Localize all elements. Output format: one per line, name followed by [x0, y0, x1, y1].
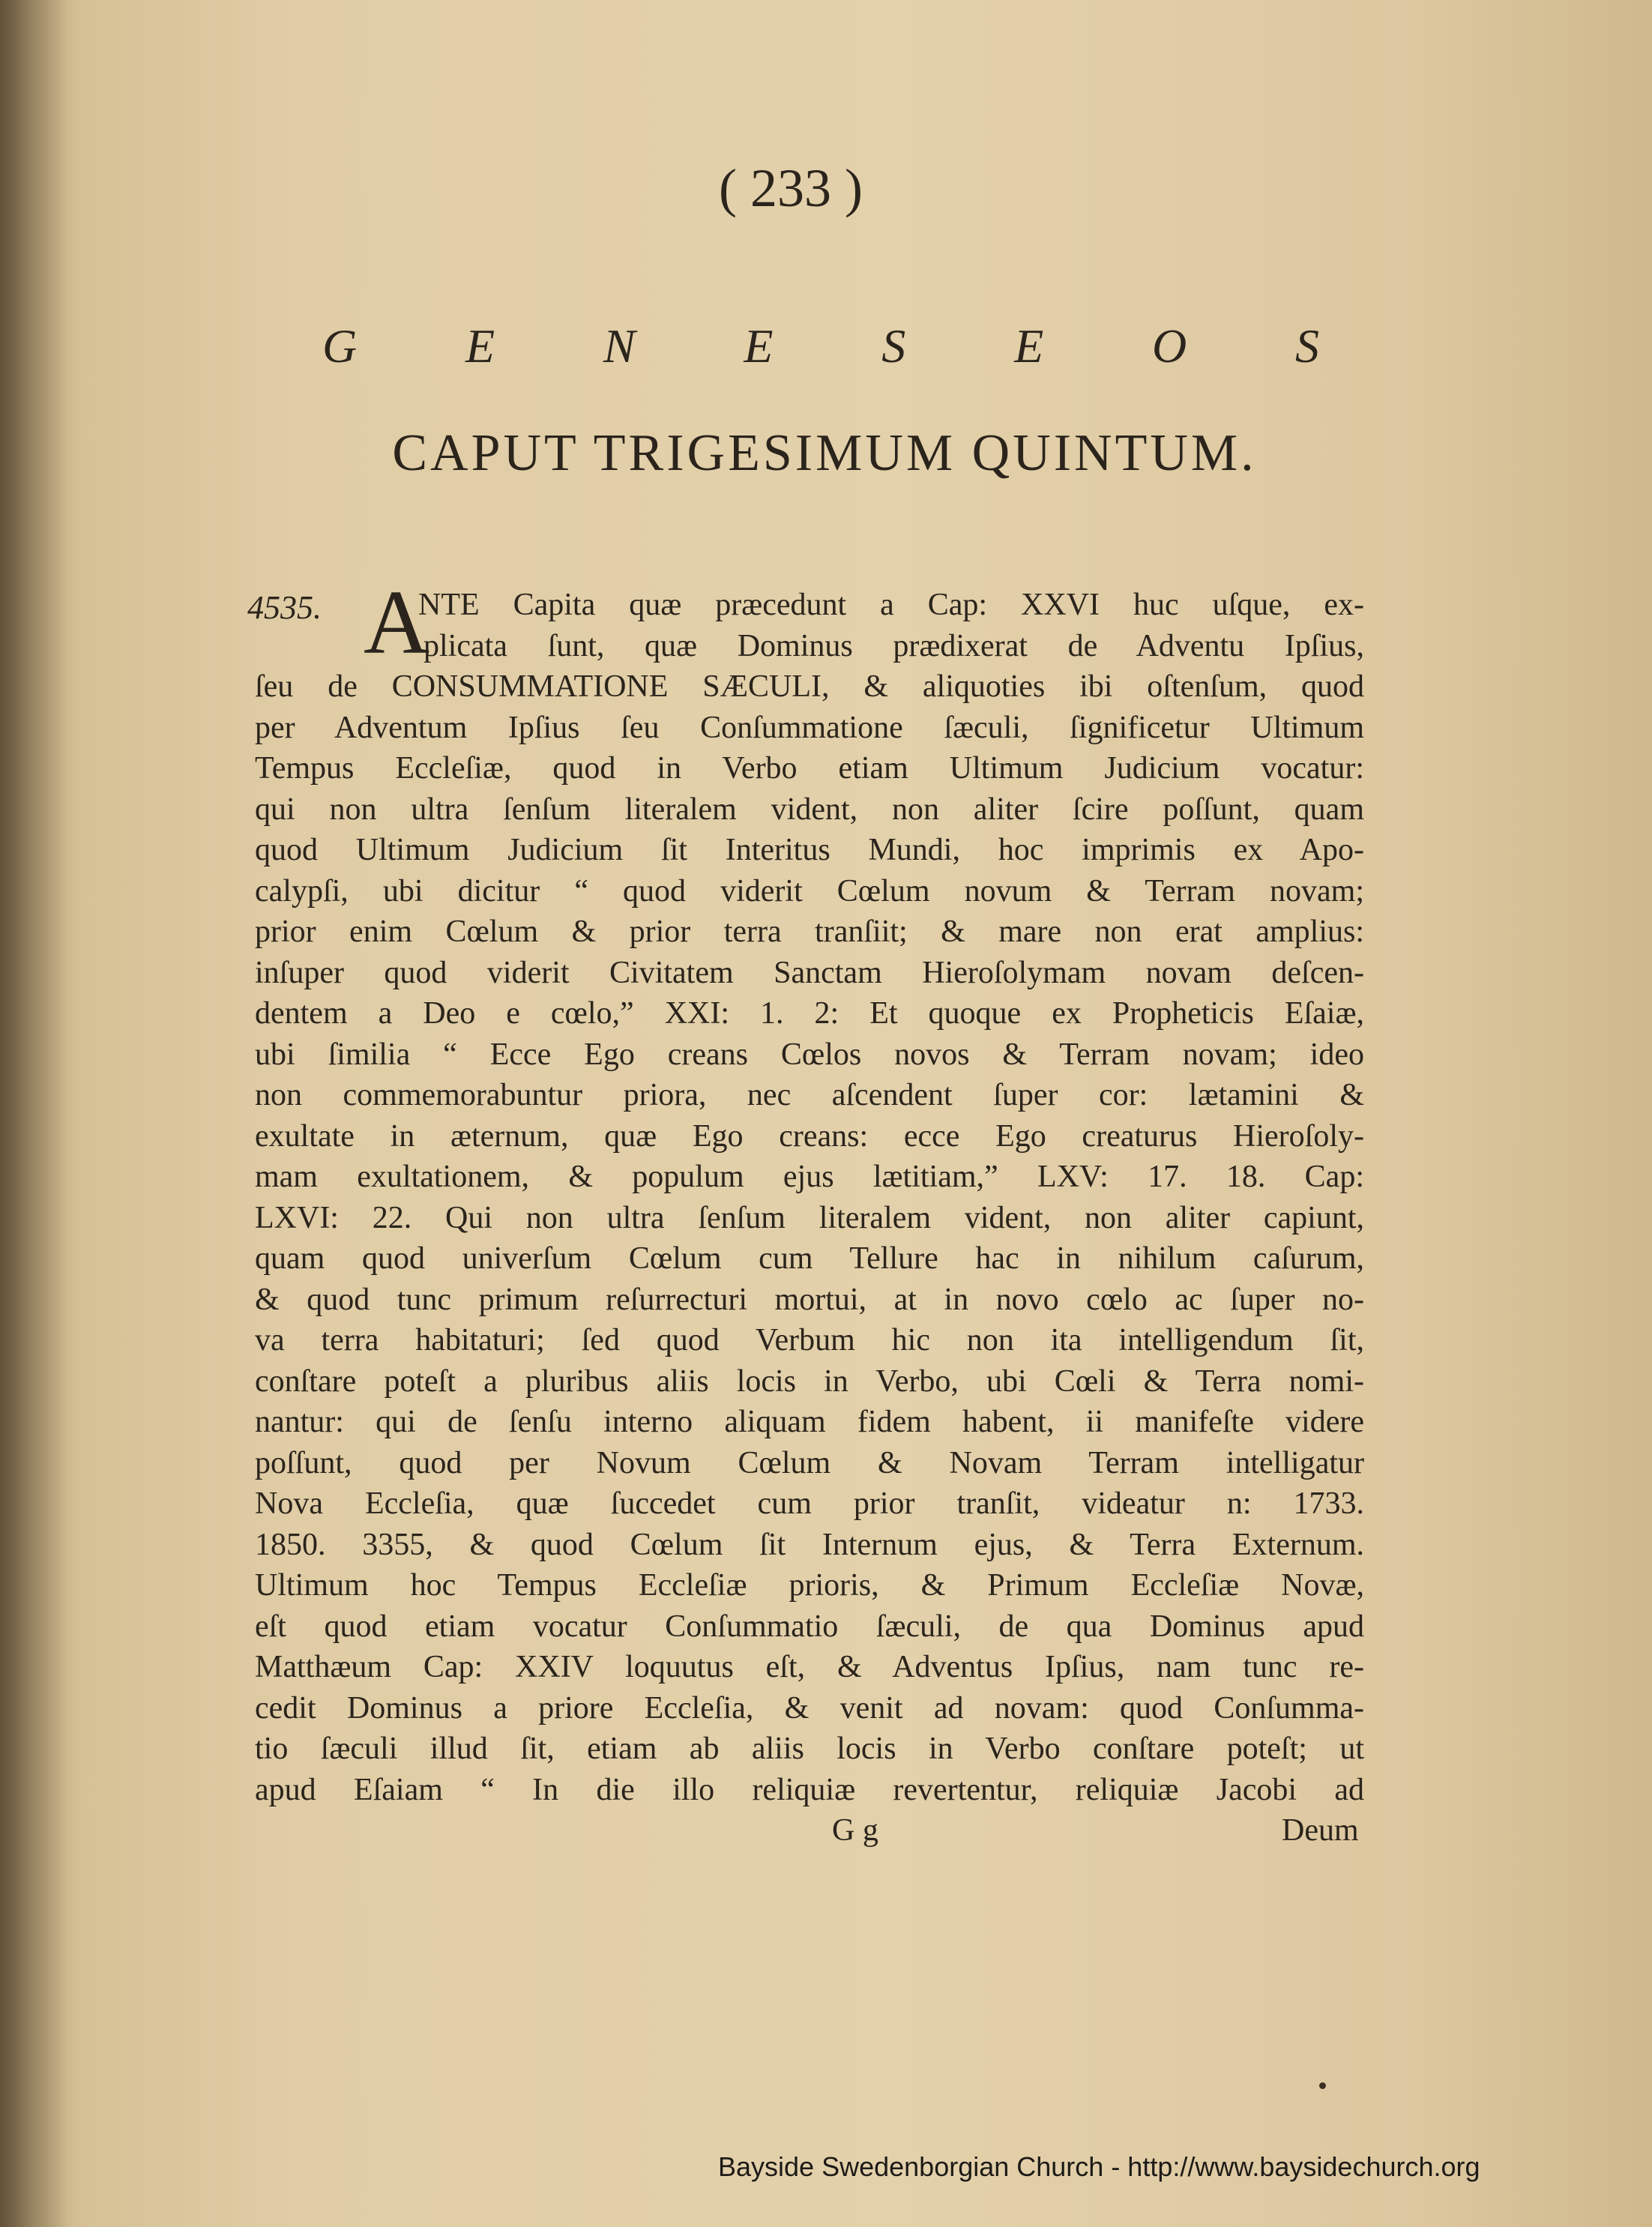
text-line: exultate in æternum, quæ Ego creans: ecce Ego creaturus Hieroſoly-	[255, 1118, 1364, 1154]
paragraph-number: 4535.	[247, 589, 322, 626]
text-line: plicata ſunt, quæ Dominus prædixerat de Adventu Ipſius,	[423, 628, 1364, 663]
drop-cap: A	[364, 572, 430, 673]
text-line: Nova Eccleſia, quæ ſuccedet cum prior tranſit, videatur n: 1733.	[255, 1486, 1364, 1521]
text-line: qui non ultra ſenſum literalem vident, non aliter ſcire poſſunt, quam	[255, 792, 1364, 827]
text-line: conſtare poteſt a pluribus aliis locis in Verbo, ubi Cœli & Terra nomi-	[255, 1363, 1364, 1399]
text-line: Matthæum Cap: XXIV loquutus eſt, & Adventus Ipſius, nam tunc re-	[255, 1650, 1364, 1684]
gutter-shadow	[0, 0, 67, 2227]
watermark-text: Bayside Swedenborgian Church - http://www.baysidechurch.org	[718, 2151, 1480, 2182]
text-line: nantur: qui de ſenſu interno aliquam fidem habent, ii manifeſte videre	[255, 1405, 1364, 1439]
text-line: non commemorabuntur priora, nec aſcendent ſuper cor: lætamini &	[255, 1078, 1364, 1112]
text-line: mam exultationem, & populum ejus lætitiam,” LXV: 17. 18. Cap:	[255, 1160, 1364, 1194]
text-line: Tempus Eccleſiæ, quod in Verbo etiam Ultimum Judicium vocatur:	[255, 751, 1364, 786]
text-line: tio ſæculi illud ſit, etiam ab aliis locis in Verbo conſtare poteſt; ut	[255, 1732, 1364, 1766]
text-line: 1850. 3355, & quod Cœlum ſit Internum ejus, & Terra Externum.	[255, 1527, 1364, 1562]
text-line: Ultimum hoc Tempus Eccleſiæ prioris, & Primum Eccleſiæ Novæ,	[255, 1568, 1364, 1603]
running-title-letter: E	[744, 319, 774, 373]
text-line: prior enim Cœlum & prior terra tranſiit; & mare non erat amplius:	[255, 914, 1364, 949]
text-line: per Adventum Ipſius ſeu Conſummatione ſæculi, ſignificetur Ultimum	[255, 710, 1364, 745]
text-line: quam quod univerſum Cœlum cum Tellure hac in nihilum caſurum,	[255, 1241, 1364, 1276]
running-title-letter: E	[1014, 319, 1044, 373]
text-line: ſeu de CONSUMMATIONE SÆCULI, & aliquoties ibi oſtenſum, quod	[255, 669, 1364, 704]
text-line: LXVI: 22. Qui non ultra ſenſum literalem vident, non aliter capiunt,	[255, 1200, 1364, 1235]
running-title-letter: N	[603, 319, 636, 373]
text-line: calypſi, ubi dicitur “ quod viderit Cœlum novum & Terram novam;	[255, 873, 1364, 908]
page-number: ( 233 )	[719, 158, 863, 218]
running-title-letter: E	[465, 319, 495, 373]
text-line: inſuper quod viderit Civitatem Sanctam Hieroſolymam novam deſcen-	[255, 955, 1364, 990]
text-line: quod Ultimum Judicium ſit Interitus Mundi, hoc imprimis ex Apo-	[255, 833, 1364, 867]
running-title-letter: S	[1294, 319, 1319, 373]
text-line: va terra habitaturi; ſed quod Verbum hic non ita intelligendum ſit,	[255, 1323, 1364, 1357]
chapter-title: CAPUT TRIGESIMUM QUINTUM.	[392, 424, 1257, 482]
text-line: apud Eſaiam “ In die illo reliquiæ revertentur, reliquiæ Jacobi ad	[255, 1772, 1364, 1807]
running-title	[322, 319, 1319, 374]
ink-speck	[1319, 2082, 1326, 2089]
text-line: poſſunt, quod per Novum Cœlum & Novam Terram intelligatur	[255, 1445, 1364, 1480]
text-line: dentem a Deo e cœlo,” XXI: 1. 2: Et quoque ex Propheticis Eſaiæ,	[255, 996, 1364, 1031]
text-line: NTE Capita quæ præcedunt a Cap: XXVI huc uſque, ex-	[418, 588, 1364, 622]
text-line: eſt quod etiam vocatur Conſummatio ſæculi, de qua Dominus apud	[255, 1609, 1364, 1644]
body-text	[255, 585, 1364, 1810]
running-title-letter: G	[322, 319, 358, 373]
signature-mark: G g	[832, 1813, 878, 1848]
running-title-letter: S	[881, 319, 906, 373]
text-line: ubi ſimilia “ Ecce Ego creans Cœlos novos & Terram novam; ideo	[255, 1037, 1364, 1072]
catchword: Deum	[1282, 1813, 1359, 1848]
running-title-letter: O	[1151, 319, 1187, 373]
text-line: & quod tunc primum reſurrecturi mortui, at in novo cœlo ac ſuper no-	[255, 1282, 1364, 1317]
text-line: cedit Dominus a priore Eccleſia, & venit ad novam: quod Conſumma-	[255, 1690, 1364, 1726]
